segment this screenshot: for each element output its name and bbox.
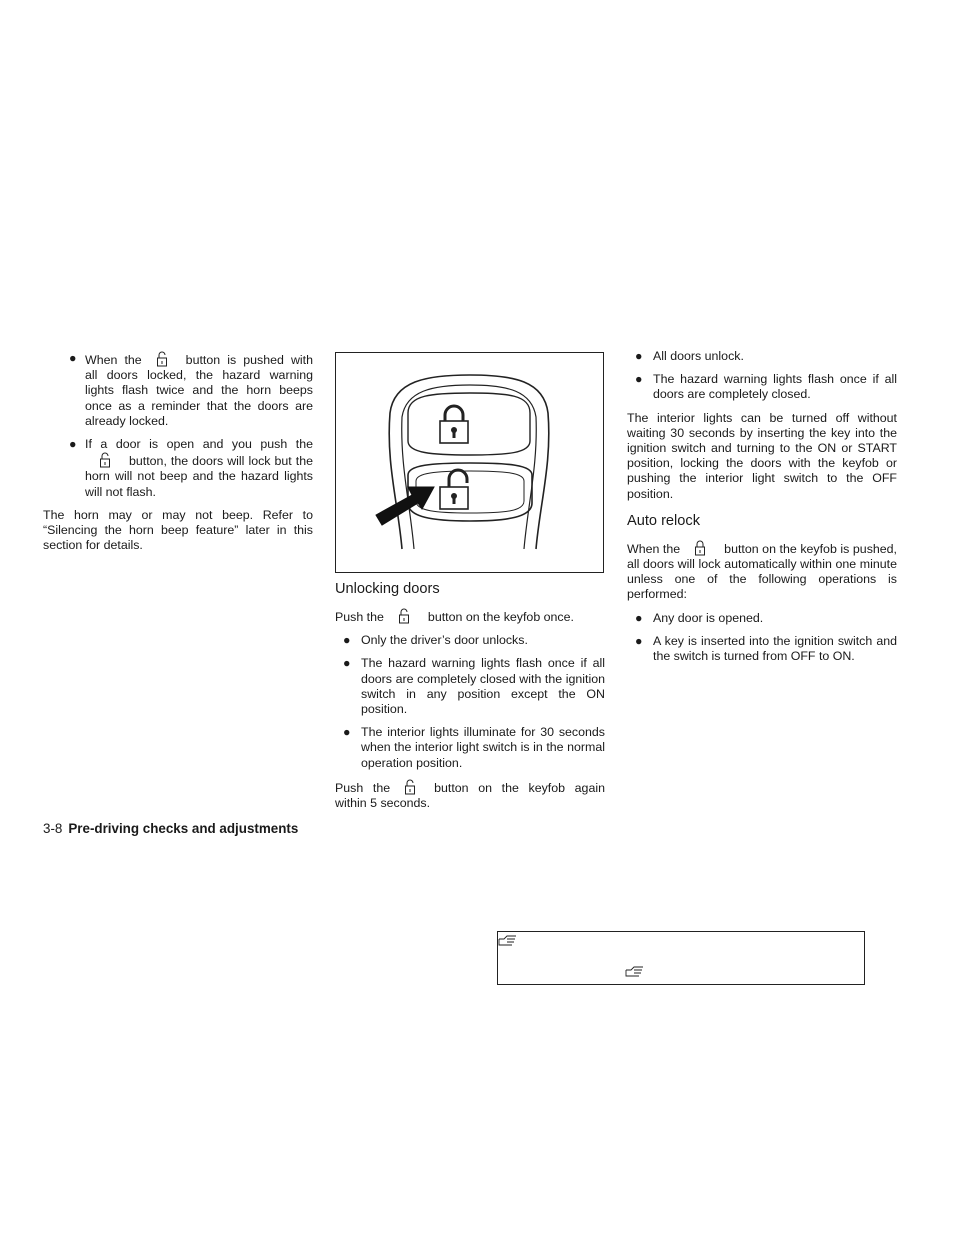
- bullet-text: The hazard warning lights flash once if all doors are completely closed.: [653, 372, 897, 402]
- hand-pointer-icon: [498, 934, 518, 953]
- hand-pointer-icon: [625, 966, 645, 985]
- text-post: button on the keyfob again within 5 seconds.: [335, 780, 605, 811]
- bullet-dot: ●: [69, 437, 77, 452]
- bullet-item: [627, 611, 897, 626]
- bullet-dot: ●: [635, 610, 643, 625]
- paragraph: [627, 540, 897, 603]
- bullet-dot: ●: [635, 349, 643, 363]
- paragraph: The horn may or may not beep. Refer to “Silencing the horn beep feature” later in this section for details.: [43, 507, 313, 553]
- column-left: [43, 351, 313, 561]
- section-heading: Unlocking doors: [335, 581, 440, 597]
- bullet-item: [335, 633, 605, 648]
- bullet-item: [627, 372, 897, 402]
- text-post: button on the keyfob is pushed, all doors will lock automatically within one minute unless one of the following operations is performed:: [627, 541, 898, 602]
- lock-icon: [694, 540, 706, 556]
- text-post: button on the keyfob once.: [427, 610, 574, 624]
- bullet-text-post: button is pushed with all doors locked, the hazard warning lights flash twice and the horn beeps once as a reminder that the doors are already locked.: [85, 353, 313, 428]
- column-right: [627, 349, 897, 672]
- bullet-text-pre: If a door is open and you push the: [85, 437, 313, 452]
- bullet-text-post: button, the doors will lock but the horn will not beep and the hazard lights will not flash.: [85, 454, 313, 499]
- note-box: [497, 931, 865, 985]
- text-pre: Push the: [335, 610, 384, 624]
- bullet-text: The hazard warning lights flash once if all doors are completely closed with the ignition switch in any position except the ON position.: [361, 656, 605, 717]
- bullet-text: A key is inserted into the ignition switch and the switch is turned from OFF to ON.: [653, 633, 897, 664]
- bullet-item: [627, 349, 897, 364]
- bullet-item: [627, 634, 897, 664]
- bullet-dot: ●: [69, 351, 77, 365]
- bullet-dot: ●: [635, 633, 643, 648]
- paragraph: The interior lights can be turned off without waiting 30 seconds by inserting the key into the ignition switch and turning to the ON or START position, locking the doors with the keyfob or pushing the interior light switch to the OFF position.: [627, 410, 897, 501]
- bullet-dot: ●: [343, 633, 351, 648]
- bullet-text: The interior lights illuminate for 30 seconds when the interior light switch is in the normal operation position.: [361, 725, 605, 770]
- bullet-item: [335, 656, 605, 717]
- page-number: 3-8: [43, 821, 63, 836]
- bullet-text-pre: When the: [85, 353, 142, 367]
- section-heading: Auto relock: [627, 512, 701, 529]
- paragraph: [335, 779, 605, 811]
- text-pre: Push the: [335, 780, 391, 795]
- bullet-text: All doors unlock.: [653, 349, 744, 363]
- unlock-icon: [398, 608, 410, 624]
- section-title: Pre-driving checks and adjustments: [68, 821, 299, 836]
- column-middle: [335, 580, 605, 819]
- page-footer: [43, 821, 298, 836]
- unlock-icon: [404, 779, 416, 795]
- text-pre: When the: [627, 541, 681, 556]
- bullet-item: [43, 437, 313, 500]
- bullet-dot: ●: [343, 725, 351, 740]
- bullet-item: [43, 351, 313, 429]
- bullet-dot: ●: [343, 656, 351, 671]
- bullet-item: [335, 725, 605, 771]
- bullet-text: Only the driver’s door unlocks.: [361, 633, 528, 648]
- keyfob-illustration: [335, 352, 604, 573]
- unlock-icon: [99, 452, 111, 468]
- unlock-icon: [156, 351, 168, 367]
- bullet-text: Any door is opened.: [653, 610, 764, 625]
- paragraph: [335, 608, 605, 625]
- bullet-dot: ●: [635, 372, 643, 387]
